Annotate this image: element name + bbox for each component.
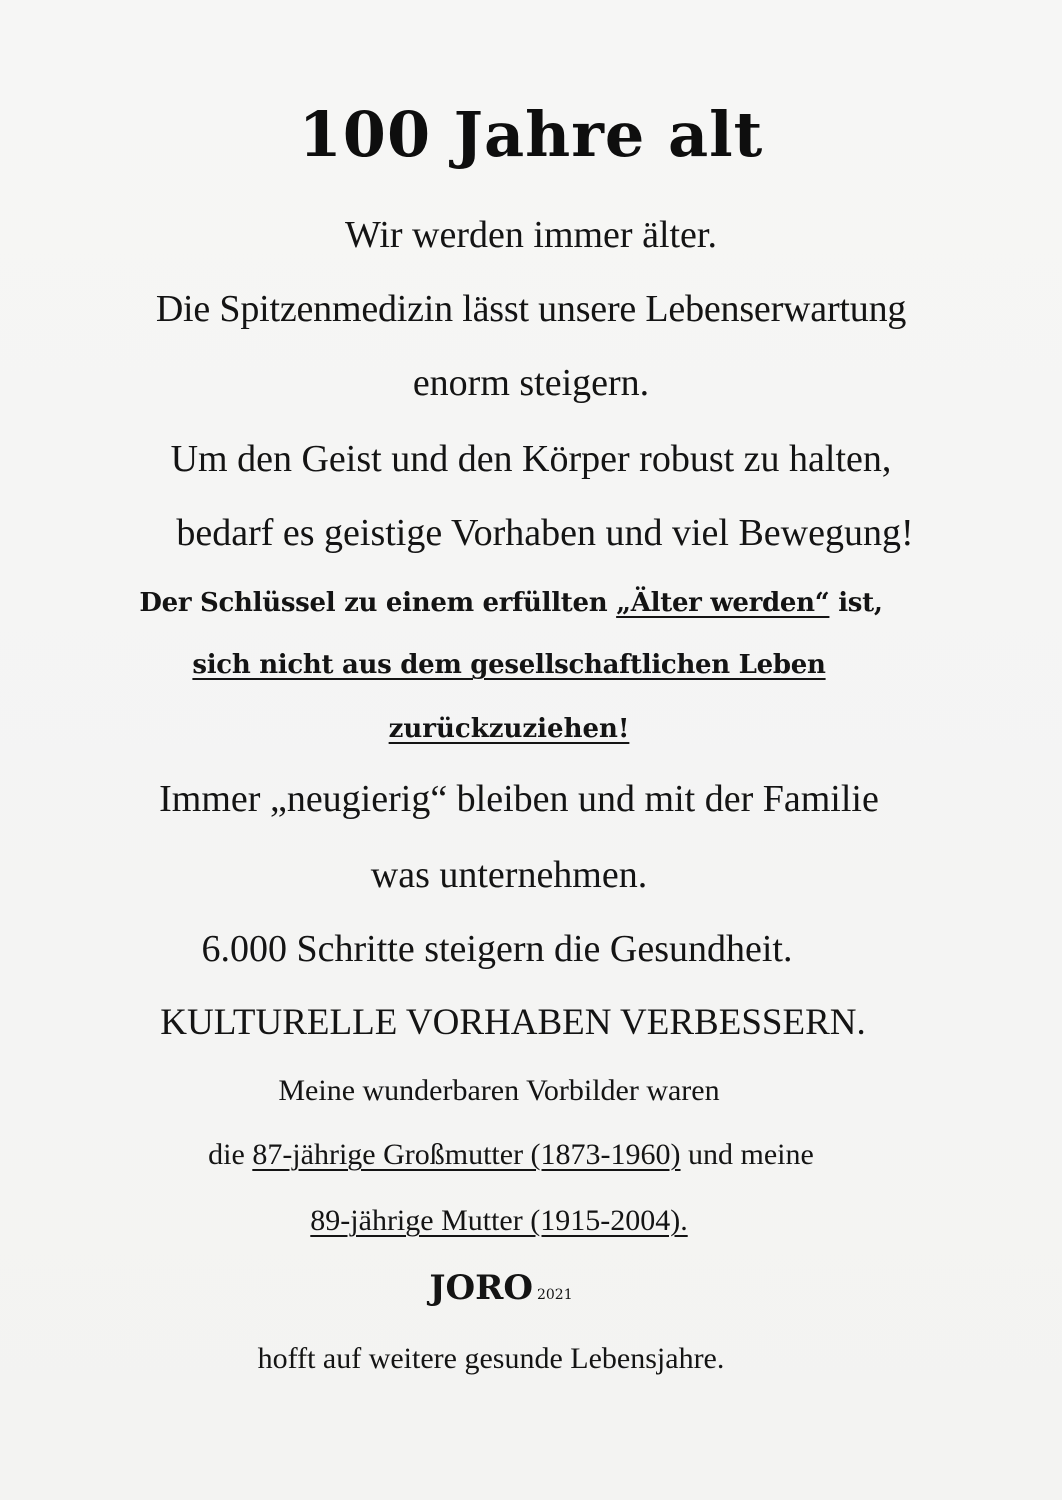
key-statement-suffix: ist, <box>829 588 883 618</box>
role-models-line-2 <box>0 1138 1042 1172</box>
grandmother-reference: 87-jährige Großmutter (1873-1960) <box>252 1138 681 1171</box>
key-statement-ending: zurückzuziehen! <box>388 714 630 744</box>
text-line-7: was unternehmen. <box>370 854 648 896</box>
role-models-intro: Meine wunderbaren Vorbilder waren <box>278 1074 720 1107</box>
text-line-3: enorm steigern. <box>412 362 650 404</box>
text-line-2: Die Spitzenmedizin lässt unsere Lebenserwartung <box>155 288 907 330</box>
key-statement-quote: „Älter werden“ <box>616 588 830 618</box>
text-line-9: KULTURELLE VORHABEN VERBESSERN. <box>160 1002 866 1043</box>
key-statement-prefix: Der Schlüssel zu einem erfüllten <box>139 588 617 618</box>
role-models-line2-prefix: die <box>208 1138 253 1171</box>
key-statement-line-1 <box>0 588 1042 618</box>
key-statement-emphasis: sich nicht aus dem gesellschaftlichen Leben <box>192 650 826 680</box>
key-statement-line-3 <box>0 714 1040 744</box>
mother-reference: 89-jährige Mutter (1915-2004). <box>310 1204 688 1237</box>
signature-year: 2021 <box>536 1287 573 1303</box>
text-line-8: 6.000 Schritte steigern die Gesundheit. <box>201 928 793 970</box>
signature <box>0 1268 1032 1308</box>
role-models-line2-suffix: und meine <box>680 1138 814 1171</box>
text-line-5: bedarf es geistige Vorhaben und viel Bewegung! <box>176 512 914 554</box>
closing-line: hofft auf weitere gesunde Lebensjahre. <box>257 1342 725 1375</box>
document-title: 100 Jahre alt <box>298 98 764 171</box>
text-line-1: Wir werden immer älter. <box>345 214 717 256</box>
role-models-line-3 <box>0 1204 1030 1238</box>
text-line-6: Immer „neugierig“ bleiben und mit der Familie <box>159 778 879 820</box>
signature-name: JORO <box>429 1268 533 1308</box>
key-statement-line-2 <box>0 650 1040 680</box>
text-line-4: Um den Geist und den Körper robust zu halten, <box>170 438 892 480</box>
